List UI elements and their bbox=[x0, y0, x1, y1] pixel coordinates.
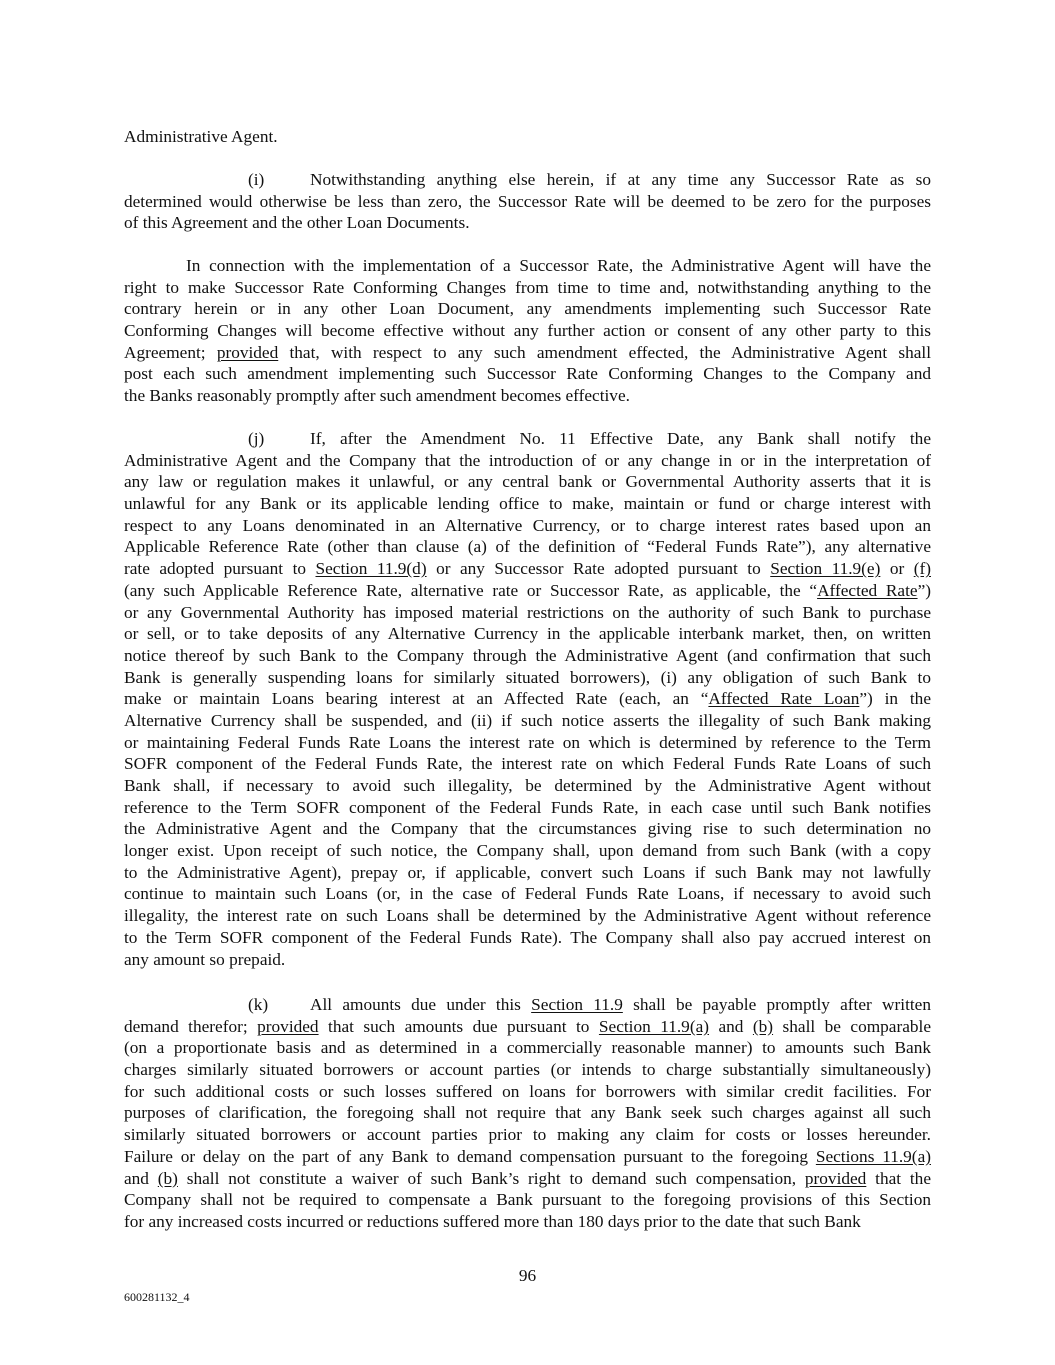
text-line: In connection with the implementation of a Successor Rate, the Administrative Agent will have the bbox=[186, 256, 931, 275]
text-line: Bank shall, if necessary to avoid such illegality, be determined by the Administrative Agent without bbox=[124, 776, 931, 795]
text-line: charges similarly situated borrowers or account parties (or intends to charge substantially simultaneously) bbox=[124, 1060, 931, 1080]
cross-reference-link: (b) bbox=[752, 1016, 774, 1036]
clause-label: (j) bbox=[248, 429, 265, 448]
text-line: Failure or delay on the part of any Bank to demand compensation pursuant to the foregoing Sections 11.9(a) bbox=[124, 1146, 931, 1166]
cross-reference-link: Affected Rate Loan bbox=[708, 689, 860, 709]
text-line: the Banks reasonably promptly after such amendment becomes effective. bbox=[124, 386, 630, 406]
cross-reference-link: provided bbox=[216, 342, 279, 362]
cross-reference-link: provided bbox=[257, 1016, 319, 1036]
text-line: any amount so prepaid. bbox=[124, 949, 286, 969]
text-line: right to make Successor Rate Conforming Changes from time to time and, notwithstanding anything to the bbox=[124, 277, 931, 297]
paragraph-continuation bbox=[124, 126, 931, 148]
paragraph-clause-j bbox=[124, 428, 931, 970]
text-line: illegality, the interest rate on such Loans shall be determined by the Administrative Agent without reference bbox=[124, 906, 931, 926]
text-line: longer exist. Upon receipt of such notice, the Company shall, upon demand from such Bank (with a copy bbox=[124, 841, 931, 861]
text-line: respect to any Loans denominated in an Alternative Currency, or to charge interest rates based upon an bbox=[124, 515, 931, 535]
text-line: Administrative Agent. bbox=[124, 127, 278, 146]
cross-reference-link: provided bbox=[804, 1168, 867, 1188]
cross-reference-link: (f) bbox=[913, 559, 931, 579]
text-line: to the Term SOFR component of the Federal Funds Rate). The Company shall also pay accrued interest on bbox=[124, 927, 931, 947]
text-line: or any Governmental Authority has imposed material restrictions on the authority of such Bank to purchase bbox=[124, 602, 931, 622]
text-line: reference to the Term SOFR component of the Federal Funds Rate, in each case until such Bank notifies bbox=[124, 797, 931, 817]
cross-reference-link: Sections 11.9(a) bbox=[815, 1146, 931, 1166]
paragraph-conforming-changes bbox=[124, 255, 931, 407]
text-line: post each such amendment implementing such Successor Rate Conforming Changes to the Company and bbox=[124, 364, 931, 384]
text-line: for any increased costs incurred or reductions suffered more than 180 days prior to the date that such Bank bbox=[124, 1211, 861, 1231]
cross-reference-link: (b) bbox=[157, 1168, 178, 1188]
text-line: Administrative Agent and the Company that the introduction of or any change in or in the interpretation of bbox=[124, 450, 931, 470]
text-line: (j) If, after the Amendment No. 11 Effective Date, any Bank shall notify the bbox=[248, 429, 931, 448]
text-line: continue to maintain such Loans (or, in the case of Federal Funds Rate Loans, if necessary to avoid such bbox=[124, 884, 931, 904]
cross-reference-link: Section 11.9(a) bbox=[598, 1016, 710, 1036]
text-line: any law or regulation makes it unlawful, or any central bank or Governmental Authority asserts that it is bbox=[124, 472, 931, 492]
text-line: Agreement; provided that, with respect to any such amendment effected, the Administrative Agent shall bbox=[124, 342, 931, 362]
clause-label: (i) bbox=[248, 170, 265, 189]
paragraph-clause-k bbox=[124, 994, 931, 1233]
text-line: or sell, or to take deposits of any Alternative Currency in the applicable interbank market, then, on written bbox=[124, 624, 931, 644]
text-line: (any such Applicable Reference Rate, alternative rate or Successor Rate, as applicable, the “Affected Rate”) bbox=[124, 580, 931, 600]
text-line: (i) Notwithstanding anything else herein, if at any time any Successor Rate as so bbox=[248, 170, 931, 189]
text-line: Applicable Reference Rate (other than clause (a) of the definition of “Federal Funds Rate”), any alternative bbox=[124, 537, 931, 557]
page-number: 96 bbox=[518, 1266, 537, 1285]
text-line: Alternative Currency shall be suspended, and (ii) if such notice asserts the illegality of such Bank making bbox=[124, 710, 931, 730]
text-line: the Administrative Agent and the Company that the circumstances giving rise to such determination no bbox=[124, 819, 931, 839]
paragraph-clause-i bbox=[124, 169, 931, 234]
text-line: Bank is generally suspending loans for similarly situated borrowers), (i) any obligation of such Bank to bbox=[124, 667, 931, 687]
text-line: determined would otherwise be less than zero, the Successor Rate will be deemed to be zero for the purposes bbox=[124, 191, 931, 211]
text-line: unlawful for any Bank or its applicable lending office to make, maintain or fund or charge interest with bbox=[124, 494, 931, 514]
text-line: or maintaining Federal Funds Rate Loans the interest rate on which is determined by reference to the Term bbox=[124, 732, 931, 752]
cross-reference-link: Section 11.9 bbox=[531, 995, 623, 1014]
text-line: and (b) shall not constitute a waiver of such Bank’s right to demand such compensation, provided that the bbox=[124, 1168, 931, 1188]
text-line: similarly situated borrowers or account parties prior to making any claim for costs or losses hereunder. bbox=[124, 1125, 931, 1145]
cross-reference-link: Affected Rate bbox=[817, 580, 918, 600]
text-line: of this Agreement and the other Loan Documents. bbox=[124, 213, 470, 233]
text-line: (k) All amounts due under this Section 11.9 shall be payable promptly after written bbox=[248, 995, 931, 1014]
text-line: purposes of clarification, the foregoing shall not require that any Bank seek such charges against all such bbox=[124, 1103, 931, 1123]
text-line: SOFR component of the Federal Funds Rate, the interest rate on which Federal Funds Rate Loans of such bbox=[124, 754, 931, 774]
text-line: notice thereof by such Bank to the Company through the Administrative Agent (and confirmation that such bbox=[124, 645, 931, 665]
text-line: Conforming Changes will become effective without any further action or consent of any other party to this bbox=[124, 321, 931, 341]
cross-reference-link: Section 11.9(d) bbox=[315, 559, 427, 579]
cross-reference-link: Section 11.9(e) bbox=[770, 559, 881, 579]
text-line: make or maintain Loans bearing interest at an Affected Rate (each, an “Affected Rate Loan”) in the bbox=[124, 689, 931, 709]
text-line: Company shall not be required to compensate a Bank pursuant to the foregoing provisions of this Section bbox=[124, 1190, 931, 1210]
text-line: to the Administrative Agent), prepay or, if applicable, convert such Loans if such Bank may not lawfully bbox=[124, 862, 931, 882]
text-line: rate adopted pursuant to Section 11.9(d) or any Successor Rate adopted pursuant to Section 11.9(e) or (f) bbox=[124, 559, 931, 579]
document-id: 600281132_4 bbox=[124, 1290, 190, 1304]
text-line: contrary herein or in any other Loan Document, any amendments implementing such Successor Rate bbox=[124, 299, 931, 319]
text-line: demand therefor; provided that such amounts due pursuant to Section 11.9(a) and (b) shall be comparable bbox=[124, 1016, 932, 1036]
clause-label: (k) bbox=[248, 995, 269, 1014]
text-line: for such additional costs or such losses suffered on loans for borrowers with similar credit facilities. For bbox=[124, 1081, 931, 1101]
text-line: (on a proportionate basis and as determined in a commercially reasonable manner) to amounts such Bank bbox=[124, 1038, 931, 1058]
